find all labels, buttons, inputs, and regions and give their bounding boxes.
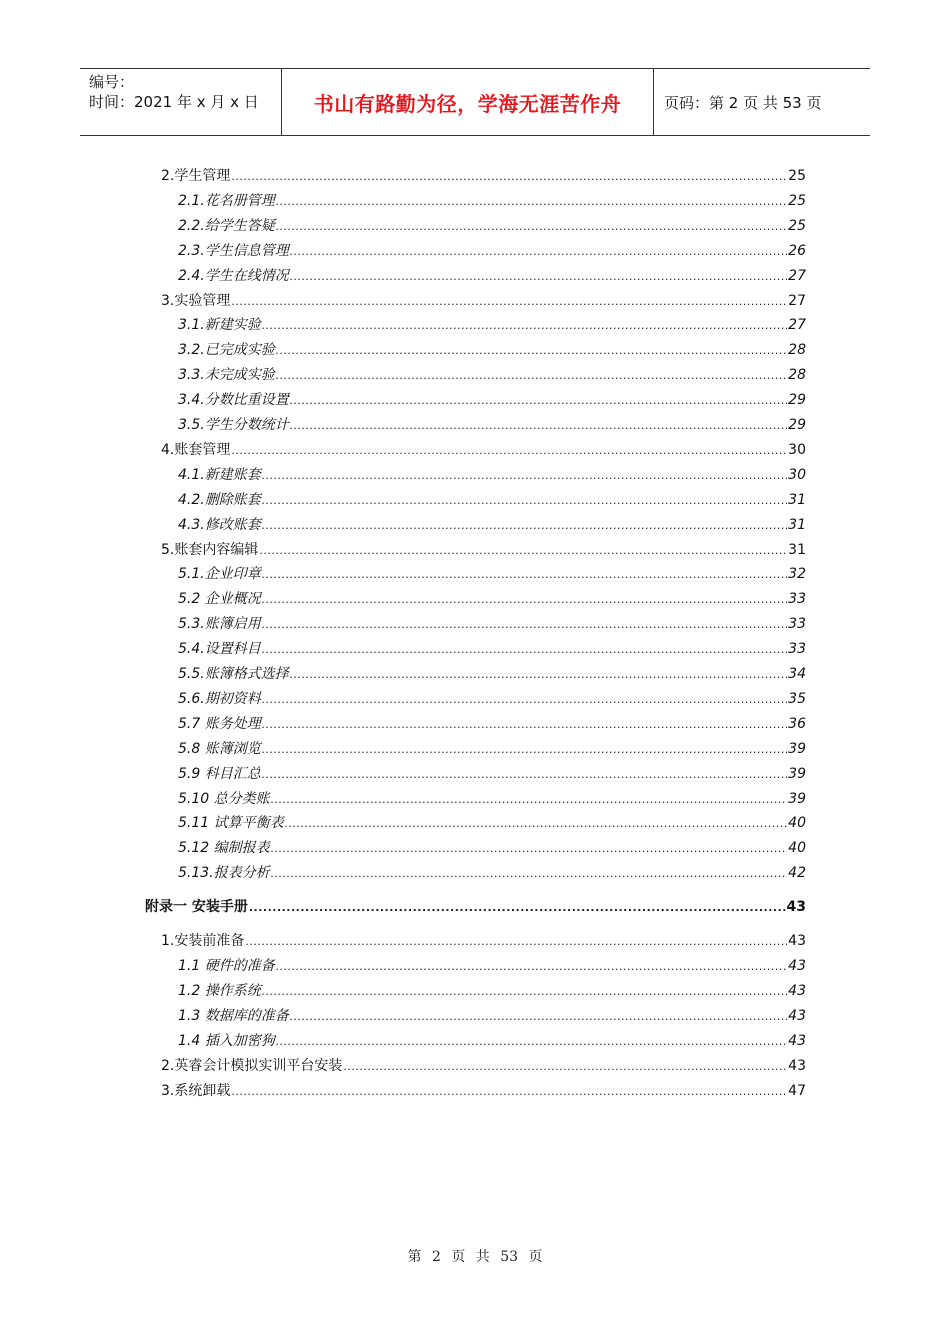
toc-entry-label: 5.10 总分类账 [178,790,270,807]
toc-entry-page: 43 [788,958,806,974]
toc-entry[interactable] [178,240,806,262]
toc-dot-leader [271,838,788,860]
footer-ye: 页 [528,1249,543,1265]
toc-entry-label: 1.安装前准备 [161,933,245,950]
toc-dot-leader [290,415,787,437]
toc-entry-page: 43 [788,1057,806,1074]
toc-dot-leader [231,440,787,462]
toc-entry[interactable] [178,489,806,511]
toc-dot-leader [276,365,787,387]
toc-dot-leader [290,241,787,263]
toc-entry-page: 33 [788,616,806,633]
toc-dot-leader [290,390,787,412]
toc-dot-leader [231,166,787,188]
toc-entry-label: 3.系统卸载 [161,1082,231,1099]
toc-dot-leader [271,863,788,885]
toc-entry[interactable] [178,339,806,361]
page-footer [0,1246,950,1266]
toc-dot-leader [262,315,787,337]
toc-dot-leader [262,614,787,636]
footer-gong: 共 [475,1249,490,1265]
toc-entry-label: 5.4.设置科目 [178,641,261,658]
footer-page-number: 2 [431,1249,441,1265]
toc-entry-page: 29 [788,392,806,409]
toc-entry-label: 4.3.修改账套 [178,516,261,533]
toc-entry-page: 47 [788,1082,806,1099]
toc-entry-page: 40 [788,815,806,832]
toc-entry-label: 1.4 插入加密狗 [178,1032,275,1049]
page-header [80,68,870,136]
toc-entry-page: 30 [788,466,806,483]
toc-entry[interactable] [178,638,806,660]
toc-entry-page: 43 [788,933,806,950]
toc-entry-label: 4.账套管理 [161,441,231,458]
toc-entry[interactable] [178,663,806,685]
toc-entry-label: 5.7 账务处理 [178,715,261,732]
toc-entry[interactable] [178,713,806,735]
toc-entry-label: 5.2 企业概况 [178,591,261,608]
toc-entry[interactable] [161,930,806,952]
toc-entry[interactable] [161,1080,806,1102]
toc-dot-leader [262,490,787,512]
toc-entry-label: 2.3.学生信息管理 [178,242,289,259]
toc-entry[interactable] [178,980,806,1002]
toc-entry-page: 27 [788,292,806,309]
document-date: 时间：2021 年 x 月 x 日 [89,93,259,111]
toc-dot-leader [262,515,787,537]
toc-entry-label: 1.3 数据库的准备 [178,1007,289,1024]
toc-entry[interactable] [178,955,806,977]
toc-entry[interactable] [178,588,806,610]
toc-entry-page: 42 [788,865,806,882]
toc-dot-leader [262,689,787,711]
toc-entry-label: 3.3.未完成实验 [178,367,275,384]
toc-entry-label: 3.2.已完成实验 [178,342,275,359]
toc-entry-label: 5.3.账簿启用 [178,616,261,633]
toc-entry[interactable] [178,688,806,710]
toc-dot-leader [245,931,787,953]
toc-entry-label: 2.2.给学生答疑 [178,217,275,234]
toc-entry-page: 33 [788,591,806,608]
toc-entry-label: 4.2.删除账套 [178,491,261,508]
toc-entry[interactable] [178,389,806,411]
toc-entry-page: 28 [788,367,806,384]
toc-entry[interactable] [161,1055,806,1077]
toc-entry-label: 4.1.新建账套 [178,466,261,483]
toc-entry[interactable] [178,788,806,810]
toc-entry-page: 35 [788,690,806,707]
document-number-label: 编号： [89,73,135,91]
toc-entry-page: 27 [788,267,806,284]
toc-dot-leader [271,789,788,811]
toc-dot-leader [262,981,787,1003]
toc-entry[interactable] [178,514,806,536]
toc-entry[interactable] [178,613,806,635]
toc-dot-leader [259,540,787,562]
toc-entry-label: 2.学生管理 [161,168,231,184]
toc-dot-leader [285,813,788,835]
toc-dot-leader [231,1081,787,1103]
toc-entry-page: 25 [788,168,806,184]
toc-entry-label: 2.4.学生在线情况 [178,267,289,284]
toc-entry-page: 26 [788,242,806,259]
toc-dot-leader [290,1006,787,1028]
toc-entry-page: 39 [788,790,806,807]
toc-entry-label: 3.5.学生分数统计 [178,417,289,433]
header-meta [80,69,282,135]
toc-dot-leader [262,764,787,786]
toc-entry-page: 31 [788,491,806,508]
toc-entry-label: 5.8 账簿浏览 [178,740,261,757]
toc-entry-label: 5.13.报表分析 [178,865,270,882]
toc-dot-leader [276,956,787,978]
toc-entry[interactable] [178,265,806,287]
toc-entry-page: 32 [788,566,806,583]
toc-dot-leader [290,664,787,686]
toc-dot-leader [262,714,787,736]
toc-entry[interactable] [178,812,806,834]
toc-entry-page: 39 [788,740,806,757]
toc-entry-page: 34 [788,666,806,682]
toc-entry-label: 5.12 编制报表 [178,840,270,857]
toc-entry-page: 27 [788,317,806,334]
footer-di: 第 [407,1249,422,1265]
toc-dot-leader [290,266,787,288]
toc-entry-label: 2.英睿会计模拟实训平台安装 [161,1057,343,1074]
toc-entry-page: 40 [788,840,806,857]
toc-entry[interactable] [161,165,806,187]
toc-entry[interactable] [178,862,806,884]
toc-dot-leader [231,291,787,313]
header-page-info: 页码：第 2 页 共 53 页 [664,93,822,112]
toc-entry-label: 5.9 科目汇总 [178,765,261,782]
toc-entry[interactable] [145,896,806,918]
toc-entry-label: 5.账套内容编辑 [161,541,259,558]
toc-entry-label: 5.1.企业印章 [178,566,261,583]
toc-entry[interactable] [178,738,806,760]
toc-dot-leader [262,639,787,661]
toc-entry[interactable] [178,464,806,486]
toc-entry[interactable] [178,364,806,386]
toc-entry-page: 28 [788,342,806,359]
toc-entry-page: 29 [788,417,806,433]
toc-entry-page: 43 [788,1032,806,1049]
toc-entry[interactable] [178,563,806,585]
toc-entry[interactable] [178,215,806,237]
toc-entry[interactable] [178,314,806,336]
toc-entry-page: 43 [786,899,806,916]
toc-entry-label: 3.实验管理 [161,292,231,309]
toc-entry-label: 5.6.期初资料 [178,690,261,707]
footer-ye: 页 [451,1249,466,1265]
toc-entry-page: 31 [788,541,806,558]
toc-entry-label: 5.11 试算平衡表 [178,815,284,832]
toc-entry-label: 5.5.账簿格式选择 [178,666,289,682]
toc-entry[interactable] [178,837,806,859]
toc-entry[interactable] [161,539,806,561]
toc-entry[interactable] [178,1030,806,1052]
toc-entry-page: 36 [788,715,806,732]
toc-entry[interactable] [178,763,806,785]
toc-dot-leader [262,465,787,487]
toc-dot-leader [262,564,787,586]
toc-entry-page: 25 [788,217,806,234]
toc-entry-page: 31 [788,516,806,533]
toc-entry-page: 43 [788,982,806,999]
toc-dot-leader [276,191,787,213]
toc-dot-leader [276,340,787,362]
toc-entry-page: 25 [788,192,806,209]
toc-entry-label: 3.4.分数比重设置 [178,392,289,409]
header-motto: 书山有路勤为径，学海无涯苦作舟 [282,69,654,135]
toc-dot-leader [343,1056,787,1078]
toc-dot-leader [276,1031,787,1053]
toc-entry-label: 2.1.花名册管理 [178,192,275,209]
footer-total-pages: 53 [500,1249,519,1265]
toc-entry[interactable] [178,190,806,212]
toc-entry[interactable] [178,414,806,436]
toc-entry-page: 33 [788,641,806,658]
toc-dot-leader [249,897,786,919]
toc-entry-label: 1.1 硬件的准备 [178,958,275,974]
toc-entry[interactable] [161,290,806,312]
toc-entry-label: 1.2 操作系统 [178,982,261,999]
toc-entry-label: 3.1.新建实验 [178,317,261,334]
toc-entry-page: 30 [788,441,806,458]
toc-entry[interactable] [161,439,806,461]
toc-entry-label: 附录一 安装手册 [145,899,248,916]
toc-entry-page: 39 [788,765,806,782]
toc-dot-leader [262,739,787,761]
toc-dot-leader [276,216,787,238]
toc-entry[interactable] [178,1005,806,1027]
toc-entry-page: 43 [788,1007,806,1024]
toc-dot-leader [262,589,787,611]
